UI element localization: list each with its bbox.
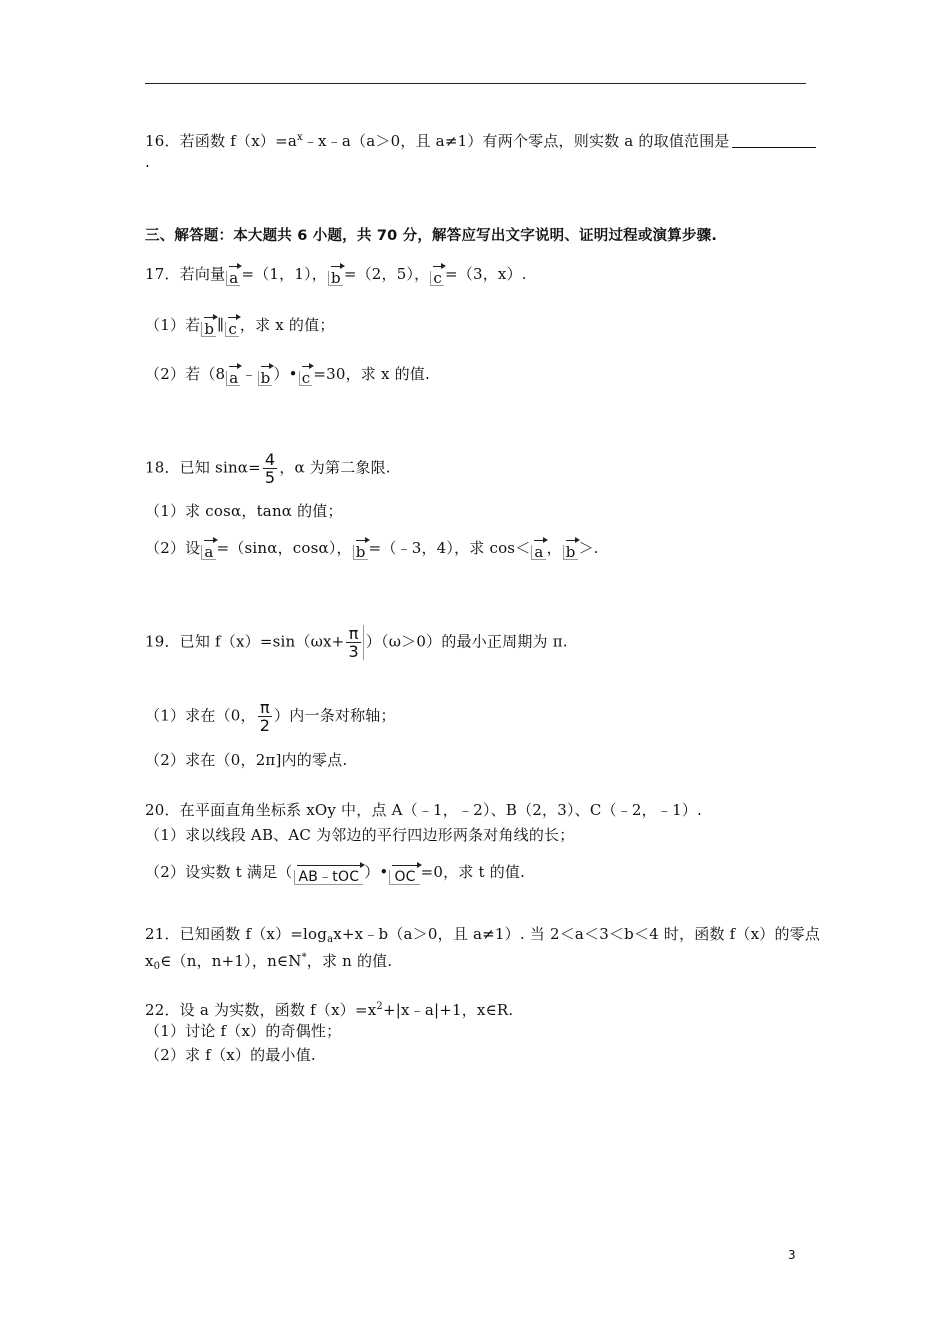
fraction-pi-2 xyxy=(258,699,272,734)
q20-part-1: （1）求以线段 AB、AC 为邻边的平行四边形两条对角线的长； xyxy=(145,826,575,844)
q17-text-b: =（1，1）， xyxy=(241,265,328,283)
header-rule xyxy=(145,83,806,84)
q17-p1-text-e: ，求 x 的值； xyxy=(239,316,335,334)
q21-l2-text-c: ，求 n 的值. xyxy=(306,952,393,970)
vector-b: b xyxy=(328,271,343,286)
parallel-symbol: ∥ xyxy=(217,316,225,334)
vector-c: c xyxy=(299,371,313,386)
q17-text-c: =（2，5）， xyxy=(343,265,430,283)
vector-b: b xyxy=(563,545,578,560)
vector-b: b xyxy=(201,322,216,337)
q21-text-b: x+x﹣b（a＞0，且 a≠1）. 当 2＜a＜3＜b＜4 时，函数 f（x）的零点 xyxy=(333,925,821,943)
q19-text-b: ）（ω＞0）的最小正周期为 π. xyxy=(365,632,568,651)
q20-p2-text-c: =0，求 t 的值. xyxy=(420,863,526,881)
question-21 xyxy=(145,924,820,950)
vector-c: c xyxy=(225,322,239,337)
q17-p1-text-a: （1）若 xyxy=(145,316,201,334)
q22-part-2: （2）求 f（x）的最小值. xyxy=(145,1046,316,1064)
q19-p1-text-b: ）内一条对称轴； xyxy=(274,706,396,725)
q19-text-a: 19．已知 f（x）=sin（ωx+ xyxy=(145,632,345,651)
q22-text-b: +|x﹣a|+1，x∈R. xyxy=(382,1001,514,1019)
vector-a: a xyxy=(201,545,215,560)
q16-exponent: x xyxy=(296,132,303,143)
fraction-pi-3 xyxy=(346,625,363,660)
fraction-4-5 xyxy=(263,451,277,486)
numerator: 4 xyxy=(264,450,276,469)
denominator: 5 xyxy=(264,468,276,487)
superscript-star: * xyxy=(301,952,307,963)
q16-end: . xyxy=(145,153,150,171)
q19-p1-text-a: （1）求在（0， xyxy=(145,706,256,725)
q19-part-1 xyxy=(145,699,396,734)
q21-line-2 xyxy=(145,948,392,977)
q16-text-b: ﹣x﹣a（a＞0，且 a≠1）有两个零点，则实数 a 的取值范围是 xyxy=(302,132,730,150)
q18-p2-text-a: （2）设 xyxy=(145,539,201,557)
section-heading: 三、解答题：本大题共 6 小题，共 70 分，解答应写出文字说明、证明过程或演算步骤. xyxy=(145,228,718,244)
vector-c: c xyxy=(430,271,444,286)
vector-ab-minus-toc: AB﹣tOC xyxy=(294,870,364,885)
page-number: 3 xyxy=(788,1248,796,1262)
q20-p2-text-a: （2）设实数 t 满足（ xyxy=(145,863,293,881)
q19-part-2: （2）求在（0，2π]内的零点. xyxy=(145,751,348,769)
comma: ， xyxy=(546,539,562,557)
q16-text-a: 16．若函数 f（x）=a xyxy=(145,132,297,150)
log-base: a xyxy=(327,934,334,945)
vector-b: b xyxy=(353,545,368,560)
minus-symbol: ﹣ xyxy=(241,365,257,383)
question-22 xyxy=(145,997,513,1020)
q22-text-a: 22．设 a 为实数，函数 f（x）=x xyxy=(145,1001,377,1019)
answer-blank[interactable] xyxy=(732,133,816,148)
vector-a: a xyxy=(531,545,545,560)
q20-part-2 xyxy=(145,862,525,885)
q17-part-2 xyxy=(145,364,430,386)
question-20: 20．在平面直角坐标系 xOy 中，点 A（﹣1，﹣2）、B（2，3）、C（﹣2，﹣1）. xyxy=(145,801,702,819)
question-17 xyxy=(145,264,527,286)
denominator: 3 xyxy=(348,642,359,661)
vector-a: a xyxy=(226,271,240,286)
q17-text-d: =（3，x）. xyxy=(445,265,527,283)
q21-text-a: 21．已知函数 f（x）=log xyxy=(145,925,328,943)
exponent-2: 2 xyxy=(376,1001,383,1012)
numerator: π xyxy=(258,699,272,717)
question-18 xyxy=(145,451,391,486)
q18-text-a: 18．已知 sinα= xyxy=(145,458,261,477)
q18-text-b: ，α 为第二象限. xyxy=(279,458,391,477)
q21-l2-text-a: x xyxy=(145,952,154,970)
q17-part-1 xyxy=(145,315,335,337)
dot-symbol: ）• xyxy=(273,365,298,383)
dot-symbol: ）• xyxy=(364,863,389,881)
q17-p2-text-g: =30，求 x 的值. xyxy=(313,365,430,383)
vector-a: a xyxy=(226,371,240,386)
q22-part-1: （1）讨论 f（x）的奇偶性； xyxy=(145,1022,342,1040)
vector-b: b xyxy=(258,371,273,386)
q17-p2-text-a: （2）若（8 xyxy=(145,365,226,383)
question-19 xyxy=(145,625,568,660)
question-16 xyxy=(145,128,816,151)
q18-p2-text-e: ＞. xyxy=(578,539,599,557)
subscript-zero: 0 xyxy=(153,961,161,972)
numerator: π xyxy=(346,625,360,643)
q18-part-2 xyxy=(145,538,599,560)
q18-p2-text-c: =（﹣3，4），求 cos＜ xyxy=(368,539,531,557)
q21-l2-text-b: ∈（n，n+1），n∈N xyxy=(160,952,302,970)
vector-oc: OC xyxy=(389,870,419,885)
denominator: 2 xyxy=(259,716,271,735)
q17-text-a: 17．若向量 xyxy=(145,265,226,283)
q18-part-1: （1）求 cosα，tanα 的值； xyxy=(145,502,343,520)
q18-p2-text-b: =（sinα，cosα）， xyxy=(216,539,352,557)
